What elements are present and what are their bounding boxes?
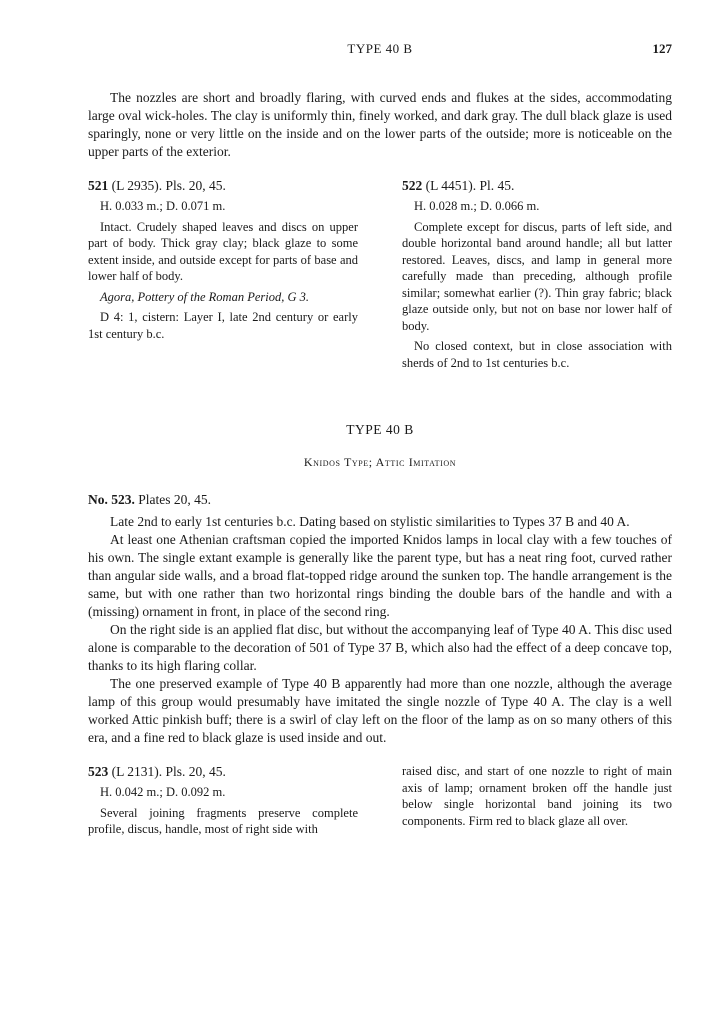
entry-reference: (L 4451). Pl. 45. bbox=[422, 178, 515, 193]
entry-context: D 4: 1, cistern: Layer I, late 2nd century or early 1st century b.c. bbox=[88, 310, 358, 341]
entry-dimensions: H. 0.033 m.; D. 0.071 m. bbox=[100, 199, 226, 213]
section-subtitle: Knidos Type; Attic Imitation bbox=[303, 455, 457, 469]
section-title: TYPE 40 B bbox=[346, 422, 414, 437]
entry-number: 523 bbox=[88, 764, 109, 779]
entry-description-part1: Several joining fragments preserve complete profile, discus, handle, most of right side with bbox=[88, 805, 358, 836]
intro-paragraph: The nozzles are short and broadly flaring, with curved ends and flukes at the sides, accommodating large oval wick-holes. The clay is uniformly thin, finely worked, and dark gray. The dull black glaze is used sparingly, none or very little on the inside and on the lower parts of the outside; more is noticeable on the upper parts of the exterior. bbox=[88, 90, 672, 159]
entry-reference: (L 2131). Pls. 20, 45. bbox=[108, 764, 226, 779]
entry-description: Intact. Crudely shaped leaves and discs on upper part of body. Thick gray clay; black glaze to some extent inside, and outside except for parts of base and lower half of body. bbox=[88, 219, 358, 283]
page-number: 127 bbox=[652, 41, 672, 56]
entry-number: 521 bbox=[88, 178, 109, 193]
catalog-entry-521 bbox=[88, 177, 358, 371]
entry-context: No closed context, but in close association with sherds of 2nd to 1st centuries b.c. bbox=[402, 339, 672, 370]
section-body bbox=[88, 513, 672, 747]
entry-523-left-column bbox=[88, 763, 358, 838]
catalog-entry-522 bbox=[402, 177, 672, 371]
entry-description: Complete except for discus, parts of left side, and double horizontal band around handle; all but latter restored. Leaves, discs, and lamp in general more carefully made than preceding, although profile similar; somewhat earlier (?). Thin gray fabric; black glaze outside only, but not on base nor lower half of body. bbox=[402, 219, 672, 333]
section-number-line bbox=[88, 491, 672, 509]
entry-description-part2: raised disc, and start of one nozzle to right of main axis of lamp; ornament broken off the handle just below single horizontal band joining its two components. Firm red to black glaze all over. bbox=[402, 764, 672, 828]
entry-reference: (L 2935). Pls. 20, 45. bbox=[108, 178, 226, 193]
document-page bbox=[88, 40, 672, 838]
catalog-entries-521-522 bbox=[88, 177, 672, 371]
entry-dimensions: H. 0.042 m.; D. 0.092 m. bbox=[100, 785, 226, 799]
body-paragraph: The one preserved example of Type 40 B apparently had more than one nozzle, although the average lamp of this group would presumably have imitated the single nozzle of Type 40 A. The clay is a well worked Attic pinkish buff; there is a swirl of clay left on the floor of the lamp as on so many others of this era, and a fine red to black glaze is used inside and out. bbox=[88, 676, 672, 745]
body-paragraph: On the right side is an applied flat disc, but without the accompanying leaf of Type 40 A. This disc used alone is comparable to the decoration of 501 of Type 37 B, which also had the effect of a deep concave top, thanks to its high flaring collar. bbox=[88, 622, 672, 673]
section-number: No. 523. bbox=[88, 492, 135, 507]
entry-523-right-column bbox=[402, 763, 672, 838]
running-head bbox=[88, 40, 672, 60]
running-title: TYPE 40 B bbox=[347, 41, 413, 56]
entry-dimensions: H. 0.028 m.; D. 0.066 m. bbox=[414, 199, 540, 213]
section-plates: Plates 20, 45. bbox=[134, 492, 211, 507]
entry-bibliography: Agora, Pottery of the Roman Period, G 3. bbox=[100, 289, 309, 304]
entry-number: 522 bbox=[402, 178, 423, 193]
body-paragraph: Late 2nd to early 1st centuries b.c. Dating based on stylistic similarities to Types 37 B and 40 A. bbox=[110, 514, 630, 529]
catalog-entry-523 bbox=[88, 763, 672, 838]
body-paragraph: At least one Athenian craftsman copied the imported Knidos lamps in local clay with a few touches of his own. The single extant example is generally like the parent type, but has a neat ring foot, curved rather than angular side walls, and a broad flat-topped ridge around the sunken top. The handle arrangement is the same, but with one rather than two horizontal rings binding the double bars of the handle and with a (missing) ornament in front, in place of the second ring. bbox=[88, 532, 672, 619]
